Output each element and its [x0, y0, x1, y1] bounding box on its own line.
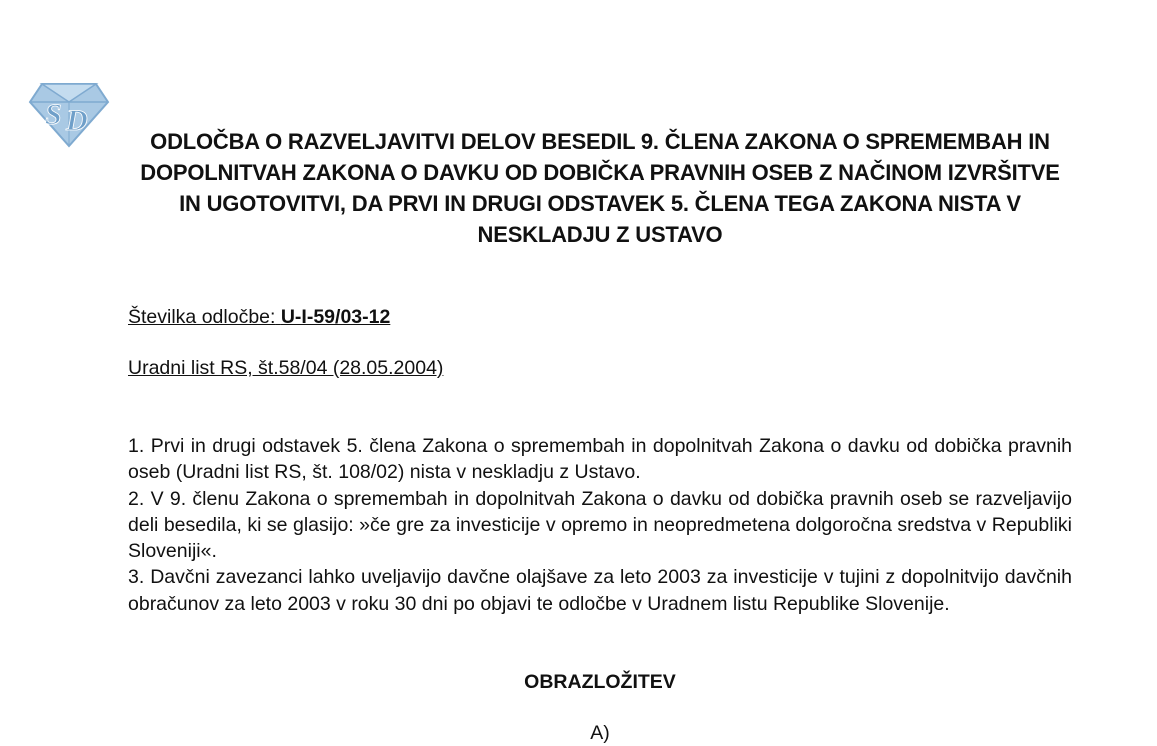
- section-heading: OBRAZLOŽITEV: [524, 671, 676, 693]
- decision-point-3: 3. Davčni zavezanci lahko uveljavijo davčne olajšave za leto 2003 za investicije v tujini z dopolnitvijo davčnih obračunov za leto 2003 v roku 30 dni po objavi te odločbe v Uradnem listu Republike Slovenije.: [128, 566, 1072, 615]
- subsection-label: A): [590, 722, 610, 744]
- decision-point-2: 2. V 9. členu Zakona o spremembah in dopolnitvah Zakona o davku od dobička pravnih oseb se razveljavijo deli besedila, ki se glasijo: »če gre za investicije v opremo in neopredmetena dolgoročna sredstva v Republiki Sloveniji«.: [128, 487, 1072, 563]
- decision-point-1: 1. Prvi in drugi odstavek 5. člena Zakona o spremembah in dopolnitvah Zakona o davku od dobička pravnih oseb (Uradni list RS, št. 108/02) nista v neskladju z Ustavo.: [128, 435, 1072, 484]
- document-title: ODLOČBA O RAZVELJAVITVI DELOV BESEDIL 9. ČLENA ZAKONA O SPREMEMBAH IN DOPOLNITVAH ZAKONA O DAVKU OD DOBIČKA PRAVNIH OSEB Z NAČINOM IZVRŠITVE IN UGOTOVITVI, DA PRVI IN DRUGI ODSTAVEK 5. ČLENA TEGA ZAKONA NISTA V NESKLADJU Z USTAVO: [140, 129, 1060, 247]
- svg-text:D: D: [66, 104, 88, 137]
- decision-number-value: U-I-59/03-12: [280, 306, 391, 328]
- official-gazette-reference: Uradni list RS, št.58/04 (28.05.2004): [128, 357, 444, 379]
- sd-diamond-logo-icon: [28, 80, 110, 148]
- svg-text:S: S: [45, 98, 62, 131]
- decision-number-label: Številka odločbe:: [128, 306, 276, 328]
- decision-points: [128, 433, 1072, 617]
- decision-number: [128, 305, 390, 329]
